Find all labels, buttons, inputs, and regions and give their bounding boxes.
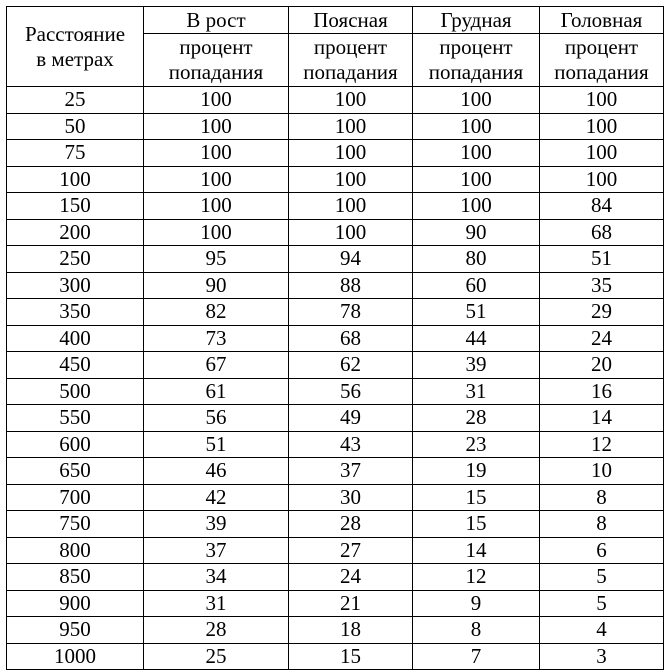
table-row (7, 511, 664, 538)
chest-cell: 100 (413, 113, 540, 140)
distance-cell: 1000 (7, 643, 144, 670)
table-row (7, 458, 664, 485)
subheader-line-2: попадания (168, 60, 264, 84)
chest-cell: 23 (413, 431, 540, 458)
chest-cell: 39 (413, 352, 540, 379)
subheader-line-2: попадания (303, 60, 398, 84)
full-height-cell: 28 (144, 617, 289, 644)
waist-cell: 100 (289, 140, 413, 167)
full-height-cell: 100 (144, 113, 289, 140)
distance-header (7, 7, 144, 87)
distance-cell: 400 (7, 325, 144, 352)
chest-cell: 28 (413, 405, 540, 432)
table-row (7, 537, 664, 564)
table-row (7, 484, 664, 511)
table-row (7, 219, 664, 246)
full-height-cell: 100 (144, 140, 289, 167)
header-chest: Грудная (413, 7, 540, 34)
table-row (7, 352, 664, 379)
chest-cell: 100 (413, 193, 540, 220)
table-row (7, 299, 664, 326)
full-height-cell: 34 (144, 564, 289, 591)
waist-cell: 24 (289, 564, 413, 591)
chest-cell: 90 (413, 219, 540, 246)
table-row (7, 193, 664, 220)
full-height-cell: 51 (144, 431, 289, 458)
distance-cell: 950 (7, 617, 144, 644)
waist-cell: 78 (289, 299, 413, 326)
chest-cell: 12 (413, 564, 540, 591)
waist-cell: 18 (289, 617, 413, 644)
waist-cell: 88 (289, 272, 413, 299)
head-cell: 4 (540, 617, 664, 644)
chest-cell: 19 (413, 458, 540, 485)
head-cell: 8 (540, 484, 664, 511)
chest-cell: 51 (413, 299, 540, 326)
full-height-cell: 39 (144, 511, 289, 538)
head-cell: 100 (540, 166, 664, 193)
waist-cell: 27 (289, 537, 413, 564)
chest-cell: 100 (413, 140, 540, 167)
head-cell: 68 (540, 219, 664, 246)
head-cell: 84 (540, 193, 664, 220)
chest-cell: 44 (413, 325, 540, 352)
chest-cell: 7 (413, 643, 540, 670)
subheader-line-2: попадания (554, 60, 649, 84)
chest-cell: 8 (413, 617, 540, 644)
distance-cell: 300 (7, 272, 144, 299)
table-row (7, 564, 664, 591)
waist-cell: 49 (289, 405, 413, 432)
distance-header-line-2: в метрах (36, 46, 114, 71)
waist-cell: 100 (289, 87, 413, 114)
distance-cell: 750 (7, 511, 144, 538)
table-row (7, 246, 664, 273)
chest-cell: 100 (413, 87, 540, 114)
waist-cell: 15 (289, 643, 413, 670)
subheader-cell (289, 34, 413, 87)
full-height-cell: 61 (144, 378, 289, 405)
head-cell: 14 (540, 405, 664, 432)
header-row (7, 7, 664, 34)
table-row (7, 325, 664, 352)
table-row (7, 378, 664, 405)
waist-cell: 68 (289, 325, 413, 352)
table-row (7, 87, 664, 114)
full-height-cell: 82 (144, 299, 289, 326)
full-height-cell: 31 (144, 590, 289, 617)
distance-cell: 350 (7, 299, 144, 326)
chest-cell: 15 (413, 484, 540, 511)
table-row (7, 431, 664, 458)
head-cell: 8 (540, 511, 664, 538)
waist-cell: 100 (289, 113, 413, 140)
head-cell: 10 (540, 458, 664, 485)
distance-cell: 50 (7, 113, 144, 140)
distance-cell: 800 (7, 537, 144, 564)
full-height-cell: 100 (144, 219, 289, 246)
waist-cell: 94 (289, 246, 413, 273)
table-row (7, 643, 664, 670)
header-waist: Поясная (289, 7, 413, 34)
waist-cell: 28 (289, 511, 413, 538)
subheader-line-1: процент (564, 35, 639, 59)
subheader-line-2: попадания (428, 60, 524, 84)
full-height-cell: 90 (144, 272, 289, 299)
waist-cell: 100 (289, 193, 413, 220)
full-height-cell: 95 (144, 246, 289, 273)
head-cell: 35 (540, 272, 664, 299)
head-cell: 3 (540, 643, 664, 670)
subheader-line-1: процент (179, 35, 253, 59)
subheader-cell (144, 34, 289, 87)
full-height-cell: 56 (144, 405, 289, 432)
waist-cell: 62 (289, 352, 413, 379)
full-height-cell: 100 (144, 166, 289, 193)
waist-cell: 100 (289, 166, 413, 193)
chest-cell: 14 (413, 537, 540, 564)
head-cell: 16 (540, 378, 664, 405)
distance-cell: 200 (7, 219, 144, 246)
chest-cell: 100 (413, 166, 540, 193)
full-height-cell: 100 (144, 193, 289, 220)
head-cell: 100 (540, 87, 664, 114)
distance-cell: 700 (7, 484, 144, 511)
subheader-line-1: процент (439, 35, 513, 59)
waist-cell: 56 (289, 378, 413, 405)
head-cell: 51 (540, 246, 664, 273)
waist-cell: 43 (289, 431, 413, 458)
head-cell: 100 (540, 140, 664, 167)
full-height-cell: 73 (144, 325, 289, 352)
distance-cell: 500 (7, 378, 144, 405)
head-cell: 29 (540, 299, 664, 326)
table-row (7, 113, 664, 140)
full-height-cell: 46 (144, 458, 289, 485)
distance-cell: 250 (7, 246, 144, 273)
chest-cell: 9 (413, 590, 540, 617)
subheader-cell (413, 34, 540, 87)
hit-probability-table (6, 6, 664, 670)
subheader-cell (540, 34, 664, 87)
chest-cell: 80 (413, 246, 540, 273)
distance-cell: 450 (7, 352, 144, 379)
waist-cell: 21 (289, 590, 413, 617)
table-row (7, 590, 664, 617)
table-row (7, 272, 664, 299)
head-cell: 24 (540, 325, 664, 352)
head-cell: 20 (540, 352, 664, 379)
chest-cell: 31 (413, 378, 540, 405)
head-cell: 5 (540, 564, 664, 591)
distance-cell: 550 (7, 405, 144, 432)
distance-cell: 150 (7, 193, 144, 220)
full-height-cell: 67 (144, 352, 289, 379)
waist-cell: 37 (289, 458, 413, 485)
head-cell: 100 (540, 113, 664, 140)
table-row (7, 166, 664, 193)
full-height-cell: 37 (144, 537, 289, 564)
distance-cell: 900 (7, 590, 144, 617)
chest-cell: 15 (413, 511, 540, 538)
table-row (7, 140, 664, 167)
distance-cell: 850 (7, 564, 144, 591)
distance-cell: 650 (7, 458, 144, 485)
full-height-cell: 25 (144, 643, 289, 670)
table-row (7, 405, 664, 432)
table-row (7, 617, 664, 644)
distance-header-line-1: Расстояние (24, 21, 126, 46)
header-head: Головная (540, 7, 664, 34)
full-height-cell: 100 (144, 87, 289, 114)
waist-cell: 100 (289, 219, 413, 246)
subheader-line-1: процент (313, 35, 388, 59)
chest-cell: 60 (413, 272, 540, 299)
distance-cell: 25 (7, 87, 144, 114)
head-cell: 5 (540, 590, 664, 617)
distance-cell: 600 (7, 431, 144, 458)
header-full-height: В рост (144, 7, 289, 34)
distance-cell: 100 (7, 166, 144, 193)
head-cell: 6 (540, 537, 664, 564)
full-height-cell: 42 (144, 484, 289, 511)
head-cell: 12 (540, 431, 664, 458)
waist-cell: 30 (289, 484, 413, 511)
distance-cell: 75 (7, 140, 144, 167)
